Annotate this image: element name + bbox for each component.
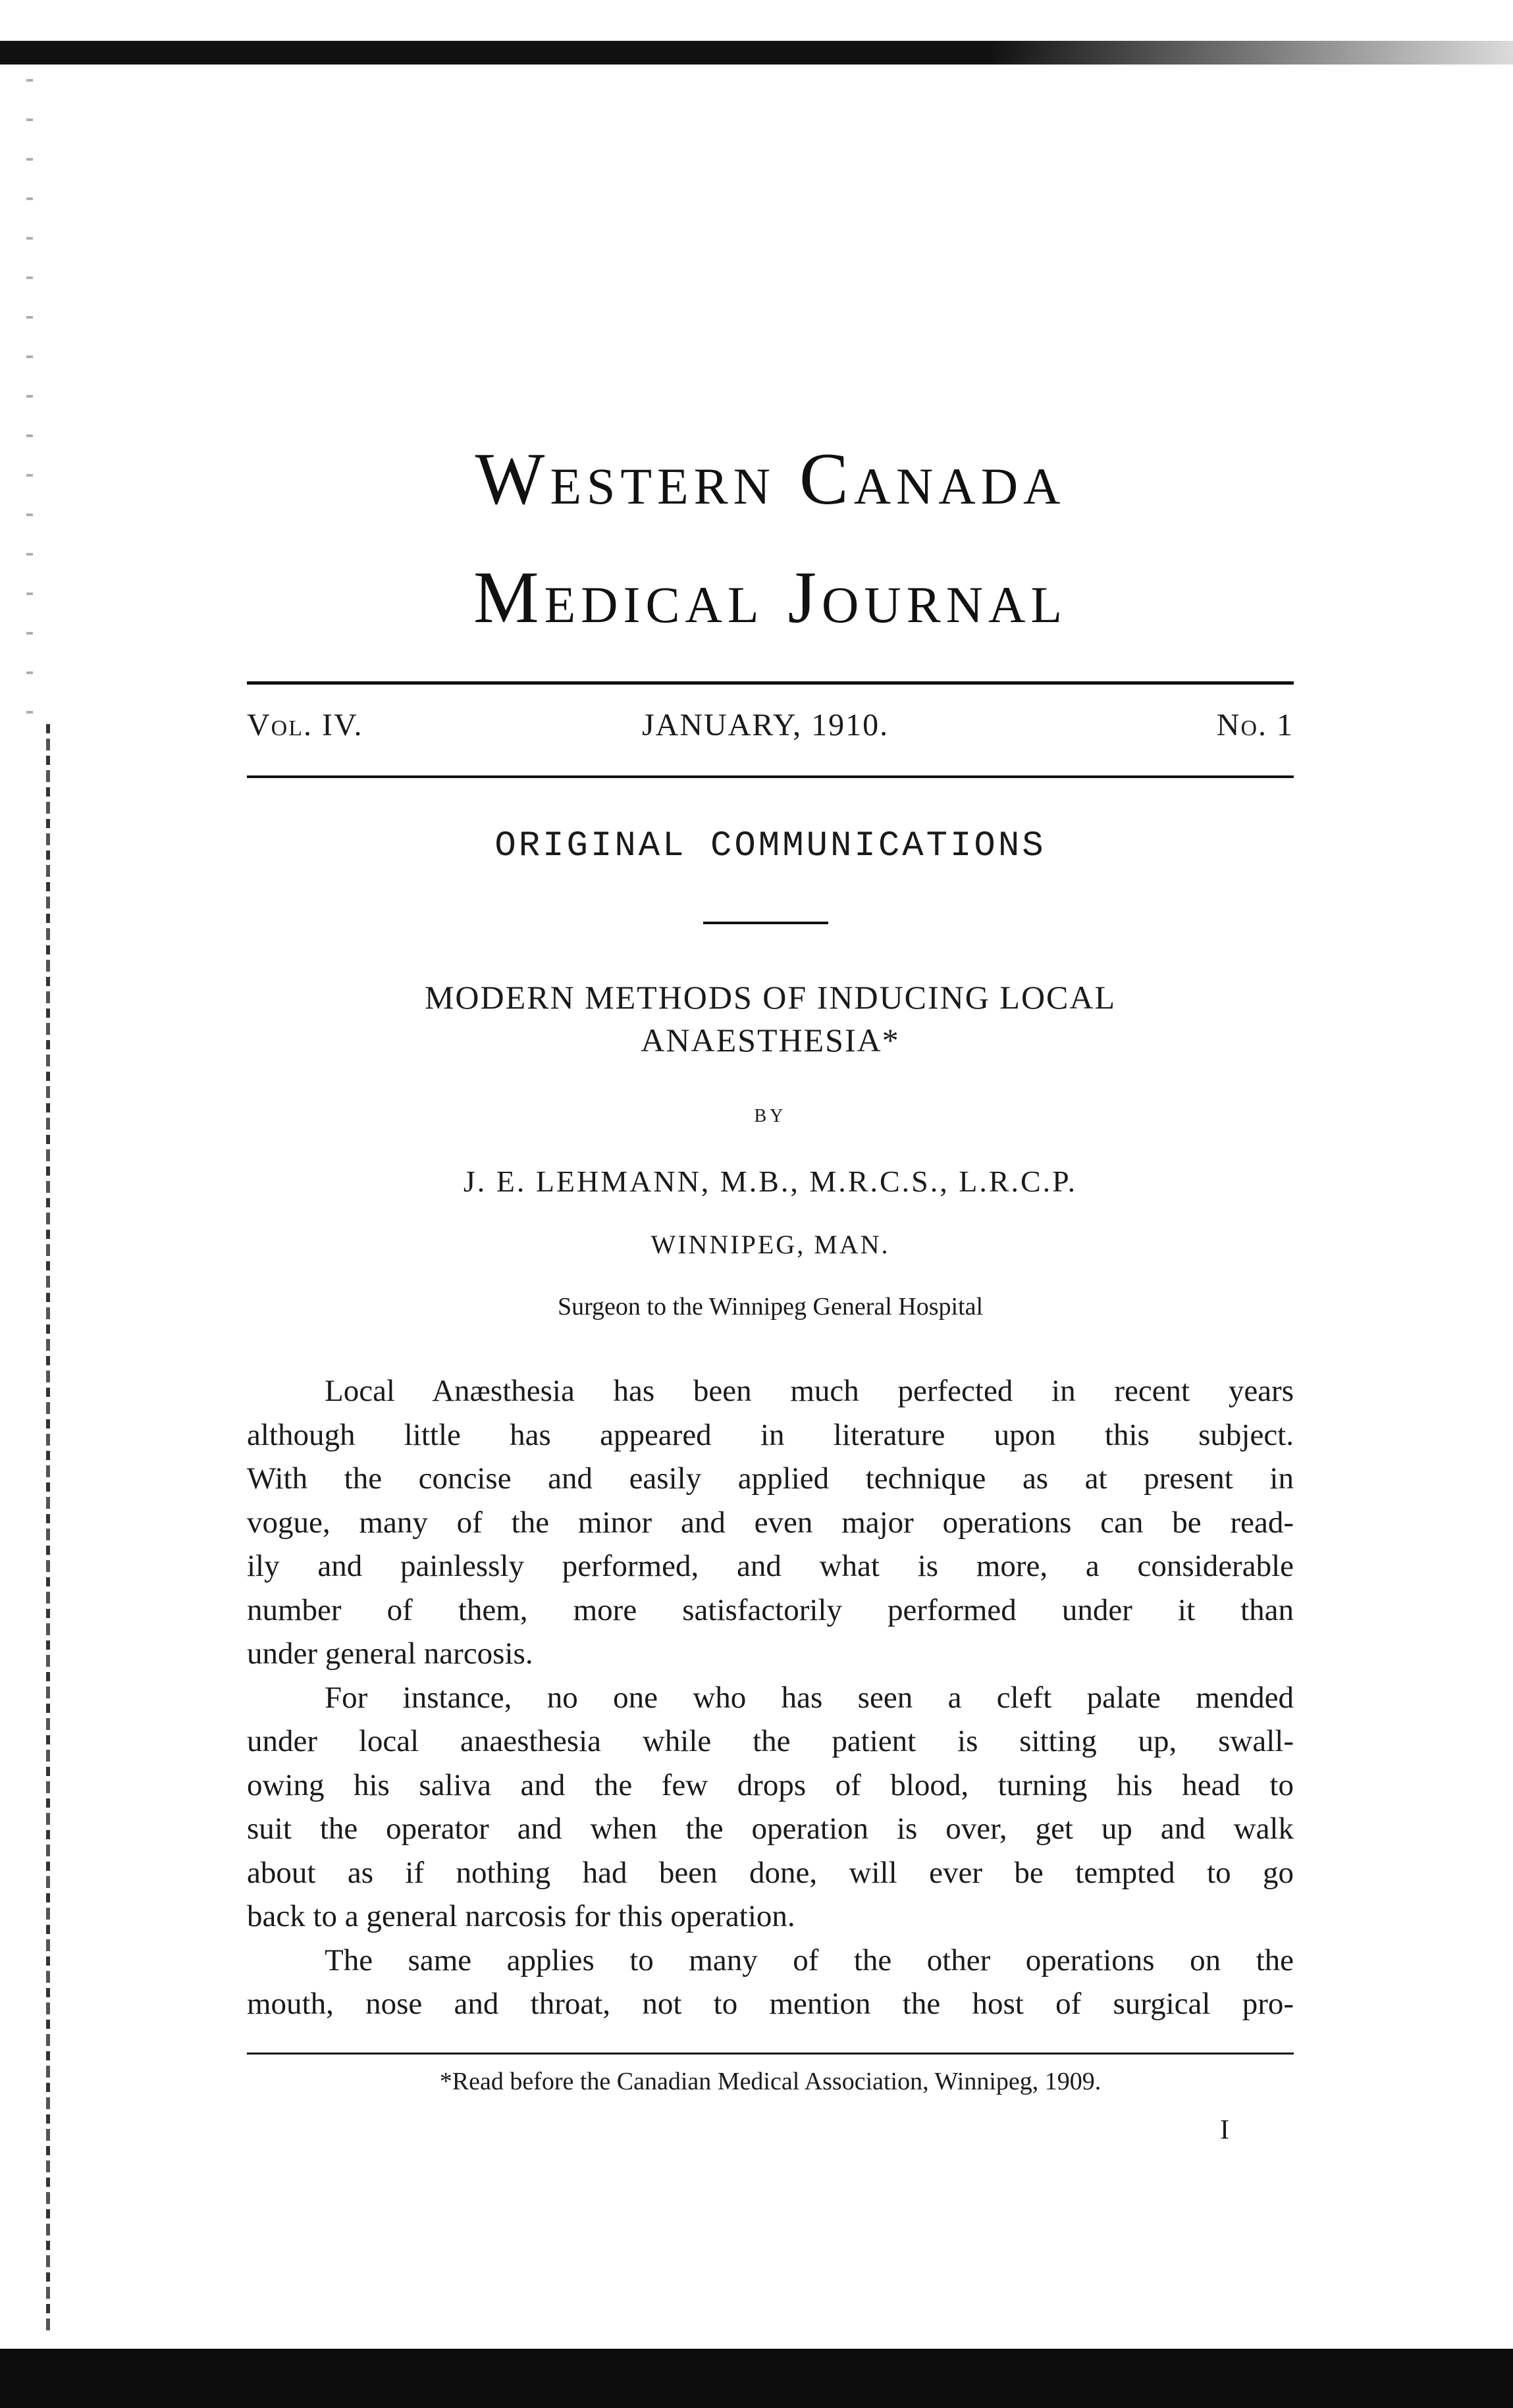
- body-line: owing his saliva and the few drops of blood, turning his head to: [247, 1767, 1294, 1802]
- body-line: Local Anæsthesia has been much perfected in recent years: [325, 1374, 1294, 1408]
- body-line: back to a general narcosis for this operation.: [247, 1899, 795, 1933]
- paragraph-2: [247, 1676, 1294, 1939]
- section-heading: ORIGINAL COMMUNICATIONS: [494, 826, 1046, 866]
- scan-bottom-border: [0, 2349, 1513, 2408]
- body-line: mouth, nose and throat, not to mention the host of surgical pro-: [247, 1987, 1294, 2021]
- paragraph-1: [247, 1369, 1294, 1676]
- issue-info-row: [247, 706, 1294, 745]
- body-line: vogue, many of the minor and even major operations can be read-: [247, 1505, 1294, 1540]
- article-title-line-2: ANAESTHESIA*: [641, 1022, 900, 1059]
- body-line: under general narcosis.: [247, 1636, 533, 1671]
- issue-date: JANUARY, 1910.: [642, 708, 889, 743]
- body-line: suit the operator and when the operation is over, get up and walk: [247, 1812, 1294, 1846]
- body-line: For instance, no one who has seen a cleft palate mended: [325, 1680, 1294, 1715]
- body-line: about as if nothing had been done, will ever be tempted to go: [247, 1855, 1294, 1890]
- author-affiliation: Surgeon to the Winnipeg General Hospital: [557, 1293, 984, 1321]
- section-divider: [703, 922, 828, 924]
- article-title-line-1: MODERN METHODS OF INDUCING LOCAL: [424, 979, 1117, 1016]
- page-number: I: [1220, 2115, 1229, 2145]
- volume-label: Vol. IV.: [247, 708, 363, 743]
- footnote-rule: [247, 2053, 1294, 2055]
- body-line: number of them, more satisfactorily performed under it than: [247, 1592, 1294, 1627]
- footnote: *Read before the Canadian Medical Association, Winnipeg, 1909.: [439, 2068, 1102, 2095]
- author-name: J. E. LEHMANN, M.B., M.R.C.S., L.R.C.P.: [463, 1165, 1078, 1198]
- scan-left-edge: [46, 724, 50, 2330]
- byline-label: BY: [754, 1106, 787, 1126]
- masthead-rule-bottom: [247, 775, 1294, 778]
- body-line: With the concise and easily applied technique as at present in: [247, 1461, 1294, 1496]
- paragraph-3: [247, 1939, 1294, 2026]
- masthead-rule-top: [247, 681, 1294, 685]
- issue-number: No. 1: [1216, 708, 1294, 743]
- body-line: although little has appeared in literature upon this subject.: [247, 1417, 1294, 1452]
- body-line: ily and painlessly performed, and what is more, a considerable: [247, 1549, 1294, 1583]
- journal-title-line-1: Western Canada: [475, 438, 1066, 520]
- scan-left-specks: [26, 79, 33, 737]
- journal-title-line-2: Medical Journal: [473, 557, 1068, 639]
- scan-top-border-fade: [988, 41, 1513, 65]
- body-line: The same applies to many of the other operations on the: [325, 1943, 1294, 1977]
- author-location: WINNIPEG, MAN.: [650, 1230, 890, 1259]
- article-body: [247, 1369, 1294, 2026]
- body-line: under local anaesthesia while the patient is sitting up, swall-: [247, 1724, 1294, 1758]
